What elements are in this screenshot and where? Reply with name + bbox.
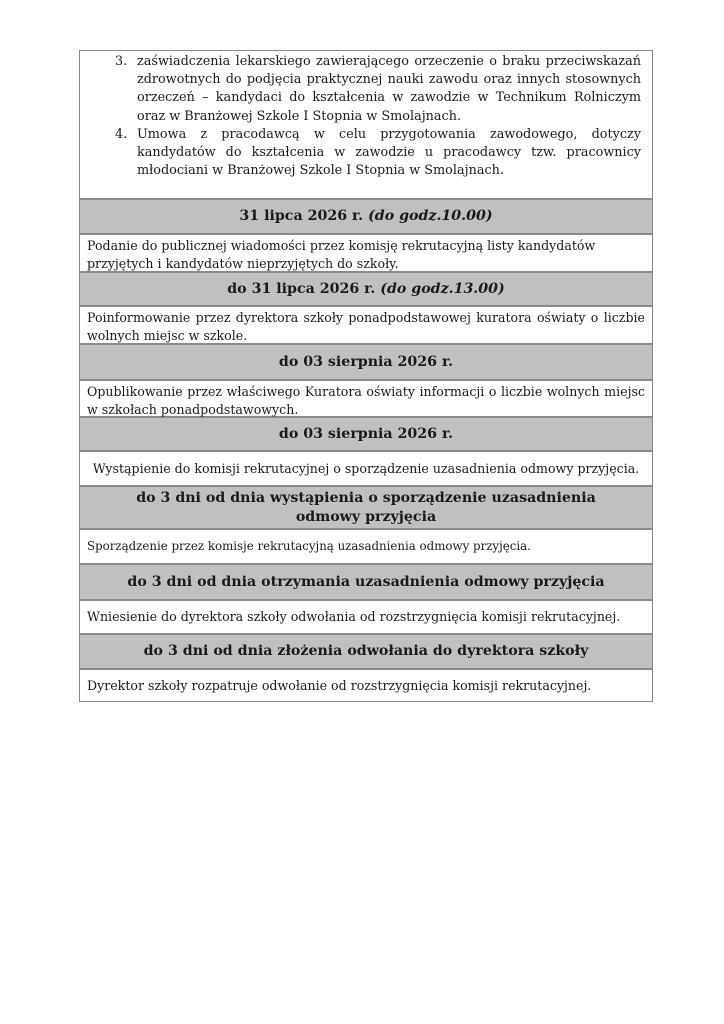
description-cell	[80, 668, 652, 701]
deadline-text: do 3 dni od dnia otrzymania uzasadnienia odmowy przyjęcia	[127, 573, 605, 590]
deadline-note: (do godz.10.00)	[368, 208, 493, 224]
required-documents-list	[87, 53, 645, 180]
description-cell	[80, 305, 652, 343]
description-cell	[80, 379, 652, 416]
required-documents-cell	[80, 51, 652, 198]
deadline-text: do 03 sierpnia 2026 r.	[278, 425, 454, 442]
list-item-text: zaświadczenia lekarskiego zawierającego orzeczenie o braku przeciwskazań zdrowotnych do podjęcia praktycznej nauki zawodu oraz innych stosownych orzeczeń – kandydaci do kształcenia w zawodzie w Technikum Rolniczym oraz w Branżowej Szkole I Stopnia w Smolajnach.	[137, 54, 641, 124]
description-text: Poinformowanie przez dyrektora szkoły ponadpodstawowej kuratora oświaty o liczbie wolnych miejsc w szkole.	[87, 310, 645, 343]
list-item	[115, 53, 641, 126]
description-text: Dyrektor szkoły rozpatruje odwołanie od rozstrzygnięcia komisji rekrutacyjnej.	[87, 677, 592, 693]
description-cell	[80, 528, 652, 563]
description-cell	[80, 233, 652, 271]
deadline-header	[80, 271, 652, 305]
deadline-header	[80, 198, 652, 233]
deadline-text: do 03 sierpnia 2026 r.	[278, 353, 454, 370]
deadline-text: 31 lipca 2026 r.	[239, 208, 364, 224]
deadline-text: do 31 lipca 2026 r.	[227, 280, 376, 297]
deadline-note: (do godz.13.00)	[380, 280, 505, 297]
deadline-text: do 3 dni od dnia złożenia odwołania do dyrektora szkoły	[143, 643, 589, 659]
deadline-header	[80, 563, 652, 599]
description-text: Podanie do publicznej wiadomości przez komisję rekrutacyjną listy kandydatów przyjętych i kandydatów nieprzyjętych do szkoły.	[87, 238, 596, 271]
deadline-header	[80, 633, 652, 668]
list-item-text: Umowa z pracodawcą w celu przygotowania zawodowego, dotyczy kandydatów do kształcenia w zawodzie u pracodawcy tzw. pracownicy młodociani w Branżowej Szkole I Stopnia w Smolajnach.	[137, 126, 641, 179]
deadline-header	[80, 416, 652, 450]
list-item	[115, 126, 641, 181]
description-text: Sporządzenie przez komisje rekrutacyjną uzasadnienia odmowy przyjęcia.	[87, 538, 531, 553]
deadline-header	[80, 485, 652, 528]
description-text: Wniesienie do dyrektora szkoły odwołania od rozstrzygnięcia komisji rekrutacyjnej.	[87, 609, 621, 625]
description-text: Opublikowanie przez właściwego Kuratora oświaty informacji o liczbie wolnych miejsc w szkołach ponadpodstawowych.	[87, 384, 645, 417]
description-cell	[80, 450, 652, 485]
recruitment-schedule-table	[79, 50, 653, 702]
description-text: Wystąpienie do komisji rekrutacyjnej o sporządzenie uzasadnienia odmowy przyjęcia.	[92, 460, 640, 476]
deadline-text: do 3 dni od dnia wystąpienia o sporządzenie uzasadnienia odmowy przyjęcia	[136, 489, 596, 525]
deadline-header	[80, 343, 652, 379]
description-cell	[80, 599, 652, 633]
list-item-number: 3.	[115, 54, 128, 69]
list-item-number: 4.	[115, 126, 128, 142]
